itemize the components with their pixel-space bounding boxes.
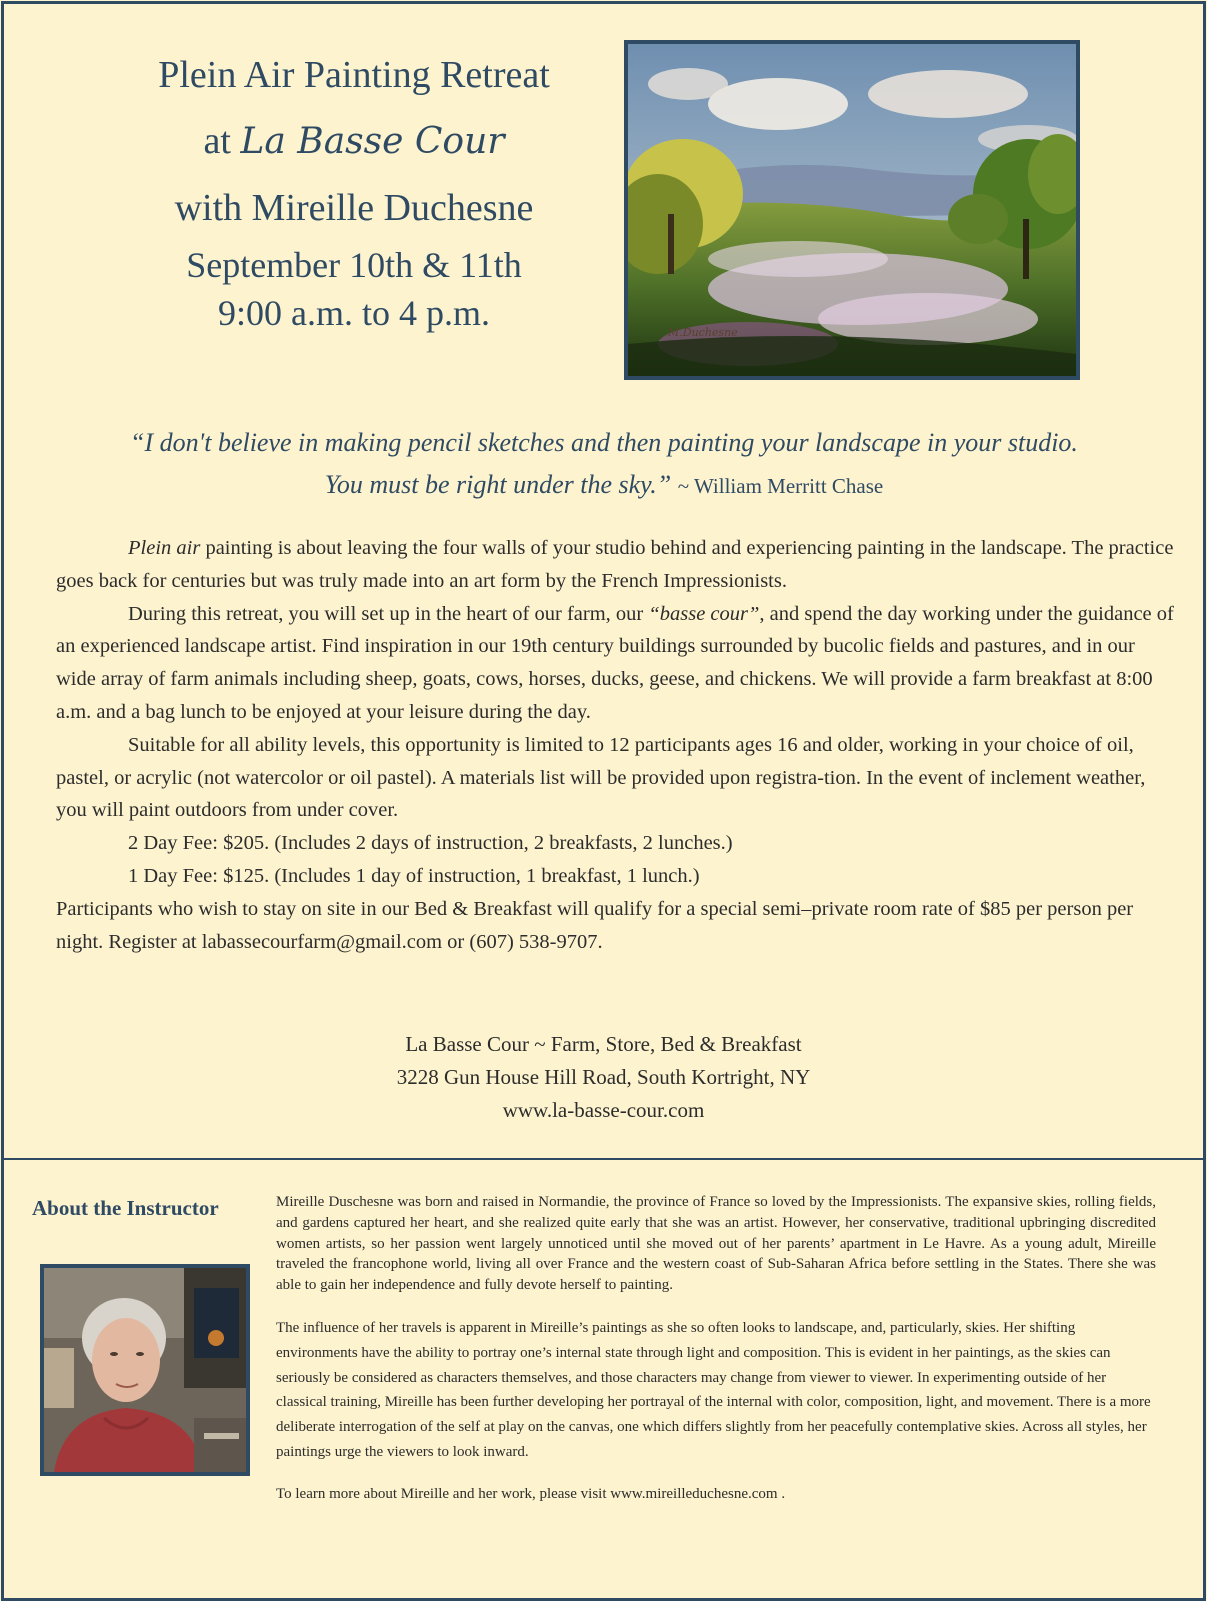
paragraph-suitability: Suitable for all ability levels, this opportunity is limited to 12 participants ages 16 and older, working in your choice of oil, pastel, or acrylic (not watercolor or oil pastel). A materials list will be provided upon registra-tion. In the event of inclement weather, you will paint outdoors from under cover. — [56, 733, 1146, 822]
about-instructor-heading: About the Instructor — [32, 1196, 219, 1220]
instructor-line: with Mireille Duchesne — [174, 187, 534, 229]
lodging-registration: Participants who wish to stay on site in our Bed & Breakfast will qualify for a special semi–private room rate of $85 per person per night. Register at labassecourfarm@gmail.com or (607) 538-9707. — [56, 897, 1134, 953]
flyer-page — [1, 1, 1206, 1601]
title-block — [64, 52, 644, 335]
business-website: www.la-basse-cour.com — [502, 1098, 705, 1122]
instructor-portrait-svg — [44, 1268, 246, 1472]
basse-cour-term: “basse cour” — [648, 602, 760, 625]
paragraph-retreat — [56, 598, 1176, 729]
description-body — [56, 532, 1176, 958]
contact-block — [4, 1028, 1203, 1127]
paragraph-plein-air-text: painting is about leaving the four walls of your studio behind and experiencing painting in the landscape. The practice goes back for centuries but was truly made into an art form by the French Impressionists. — [56, 537, 1174, 592]
paragraph-retreat-b: , and spend the day working under the guidance of an experienced landscape artist. Find inspiration in our 19th century buildings surrounded by bucolic fields and pastures, and in our wide array of farm animals including sheep, goats, cows, horses, ducks, geese, and chickens. We will provide a farm breakfast at 8:00 a.m. and a bag lunch to be enjoyed at your leisure during the day. — [56, 602, 1174, 723]
quote-line-1: “I don't believe in making pencil sketches and then painting your landscape in your studio. — [130, 428, 1078, 457]
quote-attribution: ~ William Merritt Chase — [677, 474, 884, 498]
landscape-painting-image — [624, 40, 1080, 380]
paragraph-retreat-a: During this retreat, you will set up in the heart of our farm, our — [128, 602, 649, 625]
event-time: 9:00 a.m. to 4 p.m. — [218, 293, 490, 333]
venue-name: La Basse Cour — [240, 121, 505, 162]
quote-block — [44, 422, 1164, 507]
plein-air-term: Plein air — [128, 537, 201, 559]
landscape-painting-svg — [628, 44, 1076, 376]
svg-text:M.Duchesne: M.Duchesne — [668, 326, 738, 339]
venue-prefix: at — [203, 120, 241, 162]
venue-line — [64, 118, 644, 165]
instructor-portrait-image — [40, 1264, 250, 1476]
two-day-fee: 2 Day Fee: $205. (Includes 2 days of instruction, 2 breakfasts, 2 lunches.) — [128, 832, 733, 855]
paragraph-plein-air — [56, 532, 1176, 598]
bio-paragraph-1: Mireille Duschesne was born and raised in Normandie, the province of France so loved by the Impressionists. The expansive skies, rolling fields, and gardens captured her heart, and she realized quite early that she was an artist. However, her conservative, traditional upbringing discredited women artists, so her passion went largely unnoticed until she moved out of her parents’ apartment in Le Havre. As a young adult, Mireille traveled the francophone world, living all over France and the western coast of Sub-Saharan Africa before settling in the States. There she was able to gain her independence and fully devote herself to painting. — [276, 1194, 1156, 1294]
event-dates: September 10th & 11th — [186, 245, 522, 285]
quote-line-2 — [44, 464, 1164, 507]
section-divider — [4, 1158, 1203, 1160]
retreat-title: Plein Air Painting Retreat — [158, 54, 550, 96]
quote-line-2-text: You must be right under the sky.” — [324, 470, 672, 499]
business-address: 3228 Gun House Hill Road, South Kortright, NY — [396, 1065, 811, 1089]
bio-paragraph-2: The influence of her travels is apparent in Mireille’s paintings as she so often looks to landscape, and, particularly, skies. Her shifting environments have the ability to portray one’s internal state through light and composition. This is evident in her paintings, as the skies can seriously be considered as characters themselves, and those characters may change from viewer to viewer. In experimenting outside of her classical training, Mireille has been further developing her portrayal of the internal with color, composition, light, and movement. There is a more deliberate interrogation of the self at play on the canvas, one which differs slightly from her peacefully contemplative skies. Across all styles, her paintings urge the viewers to look inward. — [276, 1319, 1151, 1460]
bio-website-line: To learn more about Mireille and her work, please visit www.mireilleduchesne.com . — [276, 1485, 786, 1502]
one-day-fee: 1 Day Fee: $125. (Includes 1 day of instruction, 1 breakfast, 1 lunch.) — [128, 864, 700, 887]
business-name: La Basse Cour ~ Farm, Store, Bed & Breakfast — [405, 1032, 802, 1056]
instructor-bio — [276, 1192, 1156, 1506]
